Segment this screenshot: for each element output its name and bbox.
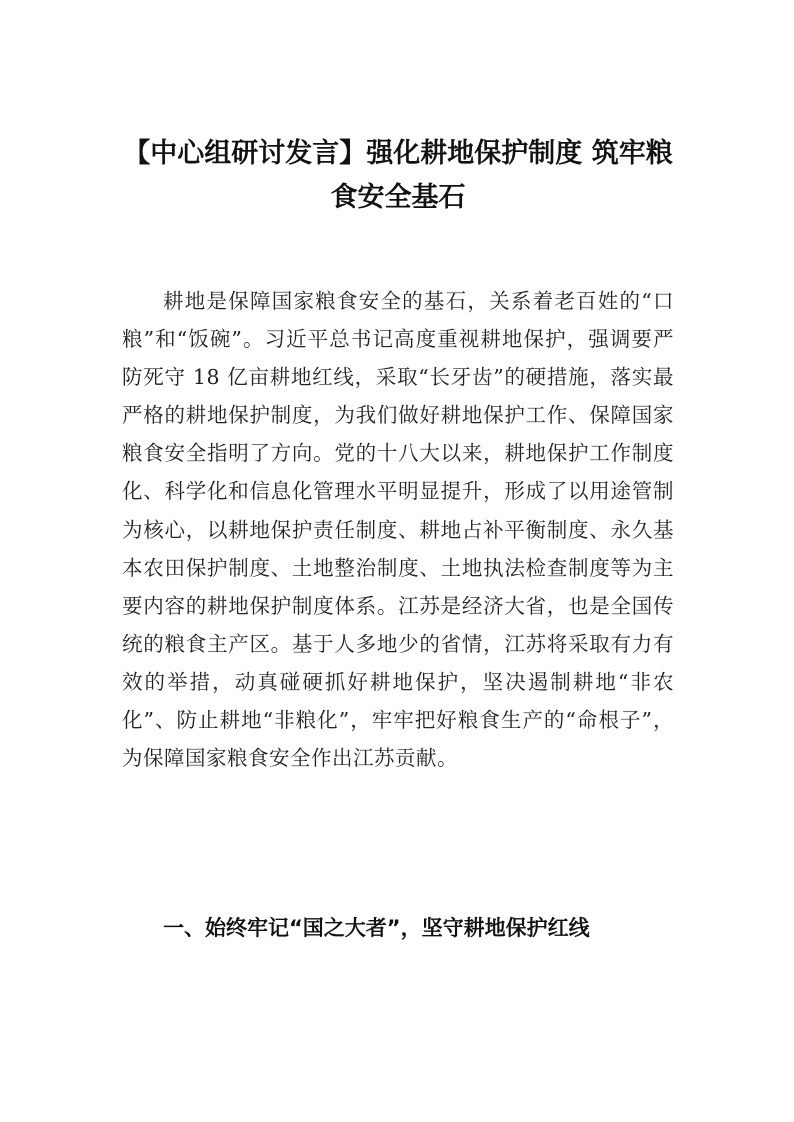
intro-paragraph: 耕地是保障国家粮食安全的基石，关系着老百姓的“口粮”和“饭碗”。习近平总书记高度重视耕地保护，强调要严防死守 18 亿亩耕地红线，采取“长牙齿”的硬措施，落实最严格的耕地保护制度，为我们做好耕地保护工作、保障国家粮食安全指明了方向。党的十八大以来，耕地保护工作制度化、科学化和信息化管理水平明显提升，形成了以用途管制为核心，以耕地保护责任制度、耕地占补平衡制度、永久基本农田保护制度、土地整治制度、土地执法检查制度等为主要内容的耕地保护制度体系。江苏是经济大省，也是全国传统的粮食主产区。基于人多地少的省情，江苏将采取有力有效的举措，动真碰硬抓好耕地保护，坚决遏制耕地“非农化”、防止耕地“非粮化”，牢牢把好粮食生产的“命根子”，为保障国家粮食安全作出江苏贡献。: [122, 289, 674, 771]
document-title: 【中心组研讨发言】强化耕地保护制度 筑牢粮食安全基石: [123, 138, 673, 213]
section-heading: 一、始终牢记“国之大者”，坚守耕地保护红线: [163, 916, 590, 940]
